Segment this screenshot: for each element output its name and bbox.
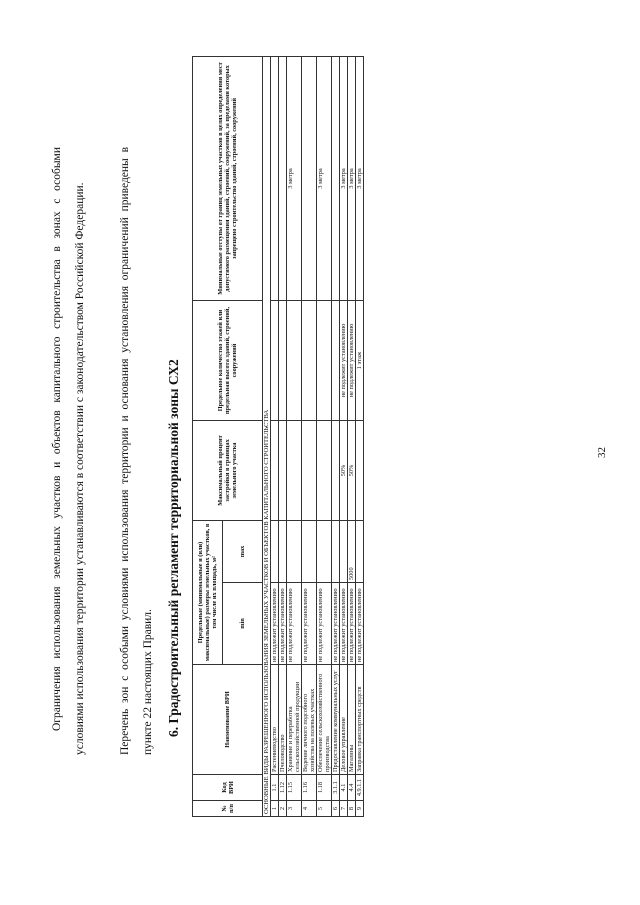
cell-percent bbox=[332, 420, 340, 520]
header-max: max bbox=[223, 520, 263, 582]
cell-num: 2 bbox=[279, 801, 287, 817]
cell-max: 5000 bbox=[348, 520, 356, 582]
cell-name: Предоставление коммунальных услуг bbox=[332, 665, 340, 775]
table-row bbox=[279, 56, 287, 816]
cell-floors: 1 этаж bbox=[356, 300, 364, 420]
cell-floors bbox=[317, 300, 332, 420]
cell-num: 3 bbox=[287, 801, 302, 817]
cell-name: Заправка транспортных средств bbox=[356, 665, 364, 775]
cell-max bbox=[271, 520, 279, 582]
cell-code: 4.9.1.1 bbox=[356, 775, 364, 801]
cell-percent: 50% bbox=[348, 420, 356, 520]
cell-floors: не подлежит установлению bbox=[340, 300, 348, 420]
cell-min: не подлежит установлению bbox=[340, 583, 348, 665]
cell-code: 3.1.1 bbox=[332, 775, 340, 801]
cell-num: 1 bbox=[271, 801, 279, 817]
cell-name: Хранение и переработка сельскохозяйственной продукции bbox=[287, 665, 302, 775]
cell-setback: 3 метра bbox=[317, 56, 332, 300]
cell-min: не подлежит установлению bbox=[287, 583, 302, 665]
cell-percent bbox=[287, 420, 302, 520]
cell-num: 6 bbox=[332, 801, 340, 817]
cell-min: не подлежит установлению bbox=[356, 583, 364, 665]
cell-percent bbox=[317, 420, 332, 520]
cell-max bbox=[332, 520, 340, 582]
cell-num: 4 bbox=[302, 801, 317, 817]
cell-code: 1.15 bbox=[287, 775, 302, 801]
cell-setback: 3 метра bbox=[340, 56, 348, 300]
cell-percent bbox=[356, 420, 364, 520]
cell-min: не подлежит установлению bbox=[279, 583, 287, 665]
cell-min: не подлежит установлению bbox=[302, 583, 317, 665]
regulation-table bbox=[192, 56, 364, 817]
header-min: min bbox=[223, 583, 263, 665]
cell-num: 7 bbox=[340, 801, 348, 817]
cell-max bbox=[317, 520, 332, 582]
cell-setback bbox=[302, 56, 317, 300]
cell-max bbox=[356, 520, 364, 582]
cell-code: 4.1 bbox=[340, 775, 348, 801]
cell-min: не подлежит установлению bbox=[271, 583, 279, 665]
header-code: Код ВРИ bbox=[193, 775, 263, 801]
table-row bbox=[287, 56, 302, 816]
cell-min: не подлежит установлению bbox=[348, 583, 356, 665]
cell-floors bbox=[332, 300, 340, 420]
cell-name: Деловое управление bbox=[340, 665, 348, 775]
section-row: ОСНОВНЫЕ ВИДЫ РАЗРЕШЕННОГО ИСПОЛЬЗОВАНИЯ ЗЕМЕЛЬНЫХ УЧАСТКОВ И ОБЪЕКТОВ КАПИТАЛЬНОГО СТРОИТЕЛЬСТВА bbox=[263, 56, 271, 816]
cell-percent bbox=[271, 420, 279, 520]
cell-min: не подлежит установлению bbox=[332, 583, 340, 665]
table-row bbox=[340, 56, 348, 816]
cell-num: 5 bbox=[317, 801, 332, 817]
cell-name: Обеспечение сельскохозяйственного производства bbox=[317, 665, 332, 775]
cell-code: 4.4 bbox=[348, 775, 356, 801]
cell-floors bbox=[302, 300, 317, 420]
cell-floors: не подлежит установлению bbox=[348, 300, 356, 420]
cell-code: 1.12 bbox=[279, 775, 287, 801]
cell-max bbox=[302, 520, 317, 582]
paragraph-restrictions: Ограничения использования земельных участков и объектов капитального строительства в зонах с особыми условиями использования территории устанавливаются в соответствии с законодательством Российской Федерации. bbox=[51, 147, 86, 755]
cell-min: не подлежит установлению bbox=[317, 583, 332, 665]
table-row bbox=[348, 56, 356, 816]
cell-name: Ведение личного подсобного хозяйства на полевых участках bbox=[302, 665, 317, 775]
header-name: Наименование ВРИ bbox=[193, 665, 263, 775]
cell-setback bbox=[332, 56, 340, 300]
header-percent: Максимальный процент застройки в границах земельного участка bbox=[193, 420, 263, 520]
cell-name: Растениеводство bbox=[271, 665, 279, 775]
header-floors: Предельное количество этажей или предельная высота зданий, строений, сооружений bbox=[193, 300, 263, 420]
cell-setback: 3 метра bbox=[348, 56, 356, 300]
header-num: № п/п bbox=[193, 801, 263, 817]
table-row bbox=[317, 56, 332, 816]
cell-setback bbox=[279, 56, 287, 300]
table-row bbox=[332, 56, 340, 816]
page-number: 32 bbox=[596, 447, 608, 458]
cell-setback: 3 метра bbox=[287, 56, 302, 300]
cell-floors bbox=[287, 300, 302, 420]
cell-max bbox=[340, 520, 348, 582]
cell-setback: 3 метра bbox=[356, 56, 364, 300]
table-row bbox=[356, 56, 364, 816]
cell-code: 1.18 bbox=[317, 775, 332, 801]
cell-setback bbox=[271, 56, 279, 300]
cell-percent bbox=[279, 420, 287, 520]
paragraph-zones-list: Перечень зон с особыми условиями использования территории и основания установления ограничений приведены в пункте 22 настоящих Правил. bbox=[119, 147, 154, 755]
cell-name: Пчеловодство bbox=[279, 665, 287, 775]
section-heading: 6. Градостроительный регламент территориальной зоны СХ2 bbox=[166, 359, 181, 737]
cell-code: 1.16 bbox=[302, 775, 317, 801]
cell-floors bbox=[271, 300, 279, 420]
cell-percent: 50% bbox=[340, 420, 348, 520]
cell-name: Магазины bbox=[348, 665, 356, 775]
cell-floors bbox=[279, 300, 287, 420]
cell-num: 8 bbox=[348, 801, 356, 817]
cell-code: 1.1 bbox=[271, 775, 279, 801]
table-row bbox=[271, 56, 279, 816]
table-row bbox=[302, 56, 317, 816]
cell-max bbox=[279, 520, 287, 582]
header-setback: Минимальные отступы от границ земельных участков в целях определения мест допустимого размещения зданий, строений, сооружений, за пределами которых запрещено строительство зданий, строений, сооружений bbox=[193, 56, 263, 300]
cell-percent bbox=[302, 420, 317, 520]
header-size: Предельные (минимальные и (или) максимальные) размеры земельных участков, в том числе их площадь, м² bbox=[193, 520, 223, 664]
cell-num: 9 bbox=[356, 801, 364, 817]
cell-max bbox=[287, 520, 302, 582]
